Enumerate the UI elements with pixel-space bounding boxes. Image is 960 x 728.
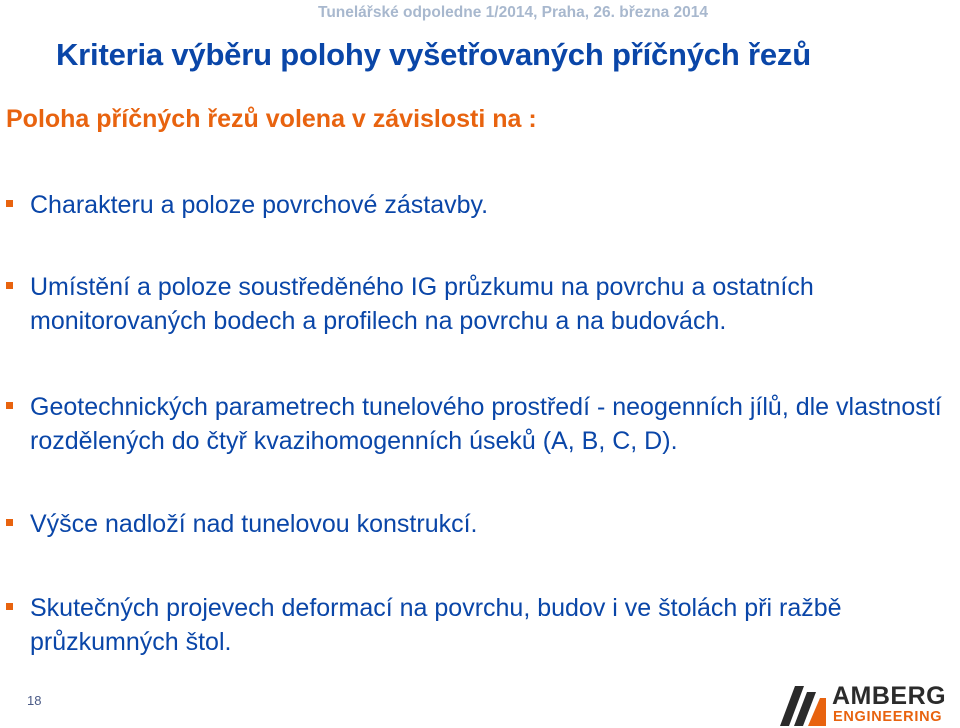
bullet-square-icon bbox=[6, 402, 13, 409]
logo-wordmark-engineering: ENGINEERING bbox=[833, 709, 943, 725]
page-number: 18 bbox=[27, 693, 42, 708]
bullet-text: Charakteru a poloze povrchové zástavby. bbox=[30, 191, 489, 219]
bullet-text: Umístění a poloze soustředěného IG průzkumu na povrchu a ostatních monitorovaných bodech a profilech na povrchu a na budovách. bbox=[30, 273, 814, 335]
company-logo bbox=[780, 683, 960, 728]
bullet-square-icon bbox=[6, 603, 13, 610]
amberg-logo-icon bbox=[780, 686, 826, 726]
bullet-square-icon bbox=[6, 282, 13, 289]
logo-wordmark-amberg: AMBERG bbox=[832, 682, 947, 710]
bullet-square-icon bbox=[6, 200, 13, 207]
bullet-square-icon bbox=[6, 519, 13, 526]
slide-title: Kriteria výběru polohy vyšetřovaných příčných řezů bbox=[56, 37, 811, 72]
slide-subtitle: Poloha příčných řezů volena v závislosti na : bbox=[6, 105, 537, 133]
bullet-text: Geotechnických parametrech tunelového prostředí - neogenních jílů, dle vlastností rozdělených do čtyř kvazihomogenních úseků (A, B, C, D). bbox=[30, 393, 942, 455]
header-event-note: Tunelářské odpoledne 1/2014, Praha, 26. března 2014 bbox=[318, 4, 708, 21]
bullet-text: Výšce nadloží nad tunelovou konstrukcí. bbox=[30, 510, 478, 538]
bullet-text: Skutečných projevech deformací na povrchu, budov i ve štolách při ražbě průzkumných štol. bbox=[30, 594, 842, 656]
